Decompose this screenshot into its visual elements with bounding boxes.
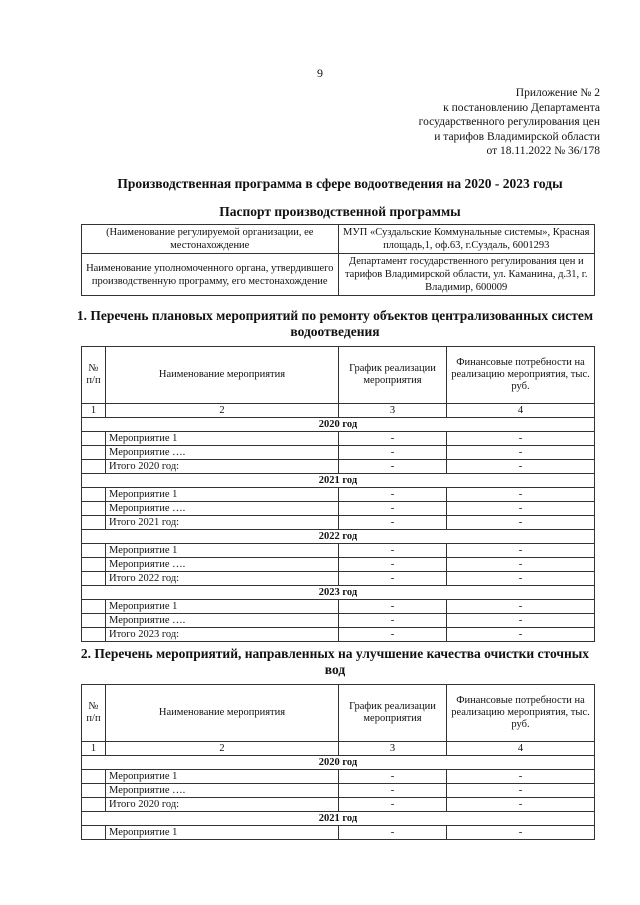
year-row bbox=[82, 474, 595, 488]
cell-cost: - bbox=[447, 798, 595, 812]
cell-schedule: - bbox=[339, 460, 447, 474]
column-numbers-row bbox=[82, 742, 595, 756]
passport-value: МУП «Суздальские Коммунальные системы», Красная площадь,1, оф.63, г.Суздаль, 6001293 bbox=[338, 225, 595, 254]
cell-schedule: - bbox=[339, 572, 447, 586]
section2-table bbox=[81, 684, 595, 840]
cell-number bbox=[82, 628, 106, 642]
annex-line: государственного регулирования цен bbox=[418, 116, 600, 129]
annex-line: от 18.11.2022 № 36/178 bbox=[486, 145, 600, 158]
col-number: 4 bbox=[447, 404, 595, 418]
table-row bbox=[82, 432, 595, 446]
header-name: Наименование мероприятия bbox=[106, 685, 339, 742]
table-row bbox=[82, 516, 595, 530]
cell-cost: - bbox=[447, 784, 595, 798]
col-number: 2 bbox=[106, 404, 339, 418]
table-row bbox=[82, 558, 595, 572]
page-number: 9 bbox=[317, 66, 323, 80]
table-row bbox=[82, 826, 595, 840]
table-row bbox=[82, 502, 595, 516]
column-numbers-row bbox=[82, 404, 595, 418]
cell-schedule: - bbox=[339, 516, 447, 530]
header-schedule: График реализации мероприятия bbox=[339, 347, 447, 404]
cell-cost: - bbox=[447, 826, 595, 840]
header-cost: Финансовые потребности на реализацию мероприятия, тыс. руб. bbox=[447, 347, 595, 404]
year-row bbox=[82, 530, 595, 544]
cell-name: Итого 2022 год: bbox=[106, 572, 339, 586]
year-row bbox=[82, 586, 595, 600]
header-schedule: График реализации мероприятия bbox=[339, 685, 447, 742]
cell-number bbox=[82, 432, 106, 446]
cell-schedule: - bbox=[339, 826, 447, 840]
cell-schedule: - bbox=[339, 488, 447, 502]
cell-schedule: - bbox=[339, 798, 447, 812]
year-row bbox=[82, 812, 595, 826]
header-number: № п/п bbox=[82, 347, 106, 404]
cell-cost: - bbox=[447, 600, 595, 614]
cell-cost: - bbox=[447, 572, 595, 586]
cell-number bbox=[82, 488, 106, 502]
col-number: 4 bbox=[447, 742, 595, 756]
cell-number bbox=[82, 544, 106, 558]
cell-name: Итого 2020 год: bbox=[106, 798, 339, 812]
cell-name: Итого 2021 год: bbox=[106, 516, 339, 530]
table-row bbox=[82, 614, 595, 628]
cell-number bbox=[82, 600, 106, 614]
table-row bbox=[82, 784, 595, 798]
year-label: 2020 год bbox=[82, 418, 595, 432]
passport-title: Паспорт производственной программы bbox=[219, 204, 461, 219]
year-row bbox=[82, 756, 595, 770]
cell-cost: - bbox=[447, 544, 595, 558]
table-row bbox=[82, 798, 595, 812]
passport-label: Наименование уполномоченного органа, утвердившего производственную программу, его местонахождение bbox=[82, 254, 339, 296]
table-row bbox=[82, 460, 595, 474]
cell-name: Мероприятие …. bbox=[106, 784, 339, 798]
cell-schedule: - bbox=[339, 432, 447, 446]
cell-name: Мероприятие 1 bbox=[106, 600, 339, 614]
cell-number bbox=[82, 572, 106, 586]
cell-name: Мероприятие …. bbox=[106, 502, 339, 516]
cell-cost: - bbox=[447, 516, 595, 530]
cell-name: Итого 2023 год: bbox=[106, 628, 339, 642]
annex-line: к постановлению Департамента bbox=[443, 101, 600, 114]
passport-value: Департамент государственного регулирования цен и тарифов Владимирской области, ул. Каманина, д.31, г. Владимир, 600009 bbox=[338, 254, 595, 296]
cell-cost: - bbox=[447, 502, 595, 516]
table-header bbox=[82, 347, 595, 404]
cell-cost: - bbox=[447, 488, 595, 502]
cell-cost: - bbox=[447, 770, 595, 784]
cell-name: Мероприятие 1 bbox=[106, 826, 339, 840]
cell-schedule: - bbox=[339, 628, 447, 642]
annex-line: Приложение № 2 bbox=[515, 87, 600, 99]
cell-cost: - bbox=[447, 628, 595, 642]
header-number: № п/п bbox=[82, 685, 106, 742]
section2-title: 2. Перечень мероприятий, направленных на улучшение качества очистки сточных вод bbox=[80, 646, 590, 677]
table-row bbox=[82, 544, 595, 558]
cell-name: Мероприятие 1 bbox=[106, 432, 339, 446]
cell-schedule: - bbox=[339, 600, 447, 614]
col-number: 3 bbox=[339, 742, 447, 756]
year-label: 2021 год bbox=[82, 812, 595, 826]
cell-number bbox=[82, 784, 106, 798]
table-row bbox=[82, 488, 595, 502]
cell-schedule: - bbox=[339, 502, 447, 516]
cell-number bbox=[82, 614, 106, 628]
table-row bbox=[82, 628, 595, 642]
table-row bbox=[82, 770, 595, 784]
cell-cost: - bbox=[447, 460, 595, 474]
cell-schedule: - bbox=[339, 544, 447, 558]
header-name: Наименование мероприятия bbox=[106, 347, 339, 404]
cell-cost: - bbox=[447, 558, 595, 572]
year-label: 2023 год bbox=[82, 586, 595, 600]
cell-schedule: - bbox=[339, 446, 447, 460]
cell-name: Мероприятие …. bbox=[106, 614, 339, 628]
cell-number bbox=[82, 460, 106, 474]
cell-number bbox=[82, 826, 106, 840]
cell-cost: - bbox=[447, 446, 595, 460]
year-label: 2020 год bbox=[82, 756, 595, 770]
cell-schedule: - bbox=[339, 558, 447, 572]
cell-schedule: - bbox=[339, 784, 447, 798]
year-label: 2022 год bbox=[82, 530, 595, 544]
passport-row bbox=[82, 225, 595, 254]
document-title: Производственная программа в сфере водоотведения на 2020 - 2023 годы bbox=[117, 176, 563, 191]
year-row bbox=[82, 418, 595, 432]
table-row bbox=[82, 446, 595, 460]
col-number: 3 bbox=[339, 404, 447, 418]
cell-name: Мероприятие 1 bbox=[106, 488, 339, 502]
table-row bbox=[82, 572, 595, 586]
passport-label: (Наименование регулируемой организации, ее местонахождение bbox=[82, 225, 339, 254]
cell-number bbox=[82, 770, 106, 784]
cell-name: Мероприятие …. bbox=[106, 558, 339, 572]
section1-table bbox=[81, 346, 595, 642]
passport-row bbox=[82, 254, 595, 296]
cell-cost: - bbox=[447, 614, 595, 628]
cell-schedule: - bbox=[339, 614, 447, 628]
cell-number bbox=[82, 798, 106, 812]
cell-cost: - bbox=[447, 432, 595, 446]
section1-title: 1. Перечень плановых мероприятий по ремонту объектов централизованных систем водоотведения bbox=[76, 308, 594, 339]
table-row bbox=[82, 600, 595, 614]
cell-name: Мероприятие 1 bbox=[106, 770, 339, 784]
annex-block bbox=[380, 86, 600, 159]
cell-number bbox=[82, 558, 106, 572]
col-number: 1 bbox=[82, 742, 106, 756]
annex-line: и тарифов Владимирской области bbox=[434, 130, 600, 143]
cell-name: Мероприятие …. bbox=[106, 446, 339, 460]
year-label: 2021 год bbox=[82, 474, 595, 488]
col-number: 1 bbox=[82, 404, 106, 418]
col-number: 2 bbox=[106, 742, 339, 756]
cell-schedule: - bbox=[339, 770, 447, 784]
passport-table bbox=[81, 224, 595, 296]
table-header bbox=[82, 685, 595, 742]
cell-number bbox=[82, 446, 106, 460]
cell-name: Мероприятие 1 bbox=[106, 544, 339, 558]
cell-name: Итого 2020 год: bbox=[106, 460, 339, 474]
cell-number bbox=[82, 516, 106, 530]
cell-number bbox=[82, 502, 106, 516]
header-cost: Финансовые потребности на реализацию мероприятия, тыс. руб. bbox=[447, 685, 595, 742]
